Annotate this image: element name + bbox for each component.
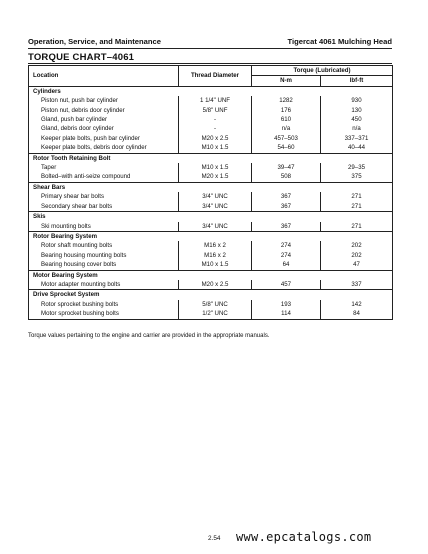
cell-torque-nm: 367 [252, 202, 321, 212]
cell-torque-lbf: 375 [351, 173, 362, 181]
cell-location: Keeper plate bolts, debris door cylinder [29, 143, 179, 153]
cell-torque-nm: 274 [252, 241, 321, 250]
cell-torque-lbf: 337–371 [344, 134, 369, 142]
cell-thread: 3/4" UNC [179, 222, 252, 232]
cell-torque-lbf: 29–35 [348, 164, 365, 172]
column-header-thread: Thread Diameter [179, 66, 252, 87]
cell-thread: 3/4" UNC [179, 202, 252, 212]
cell-torque-nm: 64 [252, 260, 321, 270]
section-title: Shear Bars [29, 182, 393, 192]
cell-torque-nm: 176 [252, 106, 321, 115]
header-rule [28, 48, 392, 49]
table-row [29, 115, 393, 124]
column-header-nm: N-m [252, 76, 321, 86]
table-row [29, 251, 393, 260]
table-row [29, 241, 393, 250]
table-row [29, 106, 393, 115]
header-product-name: Tigercat 4061 Mulching Head [287, 37, 392, 46]
cell-thread: - [179, 115, 252, 124]
cell-thread: M10 x 1.5 [179, 260, 252, 270]
cell-torque-nm: 193 [252, 300, 321, 309]
section-row [29, 270, 393, 280]
table-row [29, 309, 393, 319]
cell-torque-lbf: 47 [353, 261, 360, 269]
cell-location: Rotor sprocket bushing bolts [29, 300, 179, 309]
section-title: Rotor Bearing System [29, 231, 393, 241]
section-row [29, 290, 393, 300]
section-row [29, 86, 393, 96]
cell-torque-nm: 54–60 [252, 143, 321, 153]
cell-thread: M16 x 2 [179, 241, 252, 250]
table-row [29, 202, 393, 212]
cell-location: Secondary shear bar bolts [29, 202, 179, 212]
cell-location: Taper [29, 163, 179, 172]
cell-location: Rotor shaft mounting bolts [29, 241, 179, 250]
cell-thread: M10 x 1.5 [179, 163, 252, 172]
cell-thread: 3/4" UNC [179, 192, 252, 201]
cell-location: Motor sprocket bushing bolts [29, 309, 179, 319]
cell-torque-nm: 457–503 [252, 134, 321, 143]
cell-location: Keeper plate bolts, push bar cylinder [29, 134, 179, 143]
column-header-torque: Torque (Lubricated) [252, 66, 393, 76]
cell-torque-lbf: 271 [351, 193, 362, 201]
section-row [29, 231, 393, 241]
table-row [29, 172, 393, 182]
cell-torque-nm: 367 [252, 192, 321, 201]
cell-torque-lbf: 130 [351, 106, 362, 114]
cell-location: Gland, push bar cylinder [29, 115, 179, 124]
header-section-title: Operation, Service, and Maintenance [28, 37, 161, 46]
cell-thread: M20 x 2.5 [179, 280, 252, 290]
cell-thread: 5/8" UNF [179, 106, 252, 115]
cell-torque-nm: 1282 [252, 96, 321, 105]
cell-location: Gland, debris door cylinder [29, 124, 179, 133]
watermark: www.epcatalogs.com [236, 530, 372, 544]
page-number: 2.54 [208, 535, 221, 542]
section-title: Motor Bearing System [29, 270, 393, 280]
section-row [29, 182, 393, 192]
cell-torque-lbf: n/a [352, 125, 361, 133]
cell-location: Piston nut, debris door cylinder [29, 106, 179, 115]
cell-location: Ski mounting bolts [29, 222, 179, 232]
cell-torque-nm: 367 [252, 222, 321, 232]
cell-thread: 1 1/4" UNF [179, 96, 252, 105]
page-title: TORQUE CHART–4061 [28, 52, 135, 63]
cell-torque-lbf: 271 [351, 202, 362, 210]
cell-torque-nm: 114 [252, 309, 321, 319]
cell-thread: M20 x 2.5 [179, 134, 252, 143]
cell-torque-lbf: 142 [351, 300, 362, 308]
table-row [29, 300, 393, 309]
cell-thread: M10 x 1.5 [179, 143, 252, 153]
table-row [29, 163, 393, 172]
cell-location: Bearing housing mounting bolts [29, 251, 179, 260]
cell-torque-nm: 39–47 [252, 163, 321, 172]
cell-torque-lbf: 202 [351, 242, 362, 250]
cell-torque-lbf: 40–44 [348, 144, 365, 152]
torque-chart-table [28, 65, 393, 320]
cell-torque-lbf: 271 [351, 222, 362, 230]
cell-torque-nm: 457 [252, 280, 321, 290]
column-header-lbf: lbf-ft [321, 76, 393, 86]
cell-location: Motor adapter mounting bolts [29, 280, 179, 290]
torque-chart-body [29, 86, 393, 319]
footnote: Torque values pertaining to the engine and carrier are provided in the appropriate manuals. [28, 333, 270, 339]
table-row [29, 192, 393, 201]
table-row [29, 260, 393, 270]
cell-location: Primary shear bar bolts [29, 192, 179, 201]
cell-torque-lbf: 202 [351, 251, 362, 259]
cell-torque-lbf: 84 [353, 310, 360, 318]
section-title: Cylinders [29, 86, 393, 96]
cell-thread: - [179, 124, 252, 133]
section-row [29, 153, 393, 163]
cell-torque-lbf: 450 [351, 116, 362, 124]
cell-torque-lbf: 337 [351, 280, 362, 288]
table-row [29, 124, 393, 133]
section-title: Rotor Tooth Retaining Bolt [29, 153, 393, 163]
cell-torque-lbf: 930 [351, 97, 362, 105]
cell-torque-nm: 610 [252, 115, 321, 124]
cell-thread: M16 x 2 [179, 251, 252, 260]
table-row [29, 280, 393, 290]
cell-location: Piston nut, push bar cylinder [29, 96, 179, 105]
table-row [29, 222, 393, 232]
section-title: Drive Sprocket System [29, 290, 393, 300]
cell-torque-nm: 508 [252, 172, 321, 182]
cell-thread: M20 x 1.5 [179, 172, 252, 182]
column-header-location: Location [29, 66, 179, 87]
section-title: Skis [29, 212, 393, 222]
table-row [29, 96, 393, 105]
cell-thread: 1/2" UNC [179, 309, 252, 319]
cell-location: Bearing housing cover bolts [29, 260, 179, 270]
section-row [29, 212, 393, 222]
table-row [29, 143, 393, 153]
cell-thread: 5/8" UNC [179, 300, 252, 309]
cell-torque-nm: 274 [252, 251, 321, 260]
title-rule [28, 63, 392, 64]
cell-torque-nm: n/a [252, 124, 321, 133]
cell-location: Bolted–with anti-seize compound [29, 172, 179, 182]
table-row [29, 134, 393, 143]
